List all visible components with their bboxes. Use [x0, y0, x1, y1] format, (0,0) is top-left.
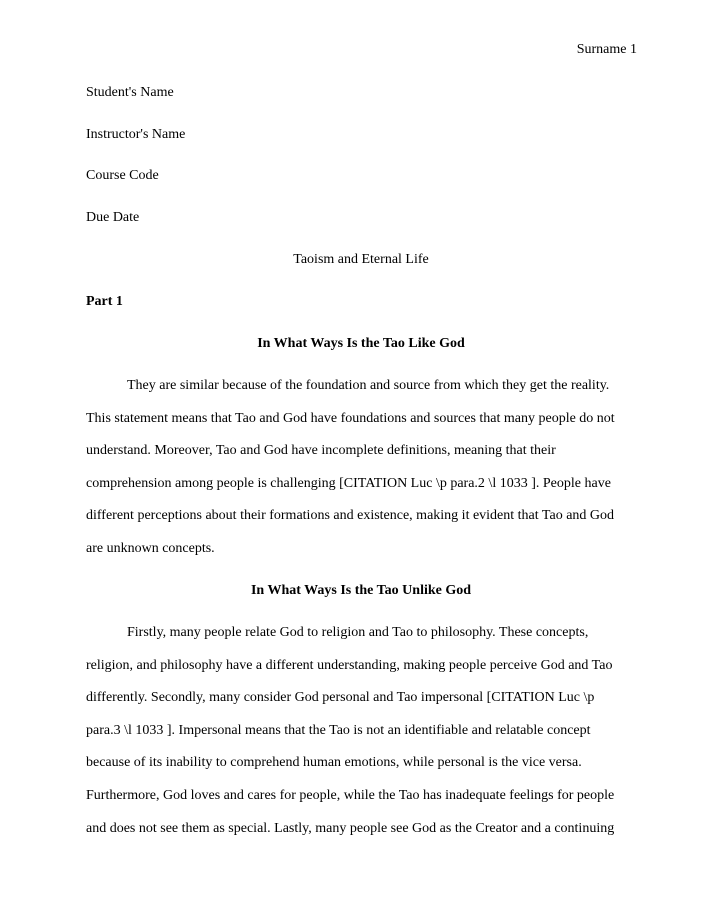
part-label: Part 1 — [86, 294, 123, 309]
section-heading-unlike: In What Ways Is the Tao Unlike God — [250, 583, 472, 598]
paragraph-line: understand. Moreover, Tao and God have incomplete definitions, meaning that their — [86, 443, 556, 459]
paragraph-line: Furthermore, God loves and cares for people, while the Tao has inadequate feelings for people — [86, 787, 615, 803]
paragraph-line: different perceptions about their formations and existence, making it evident that Tao and God — [86, 508, 615, 524]
paragraph-line: They are similar because of the foundation and source from which they get the reality. — [127, 378, 610, 393]
paragraph-unlike — [86, 624, 636, 852]
paragraph-line: comprehension among people is challenging [CITATION Luc \p para.2 \l 1033 ]. People have — [86, 475, 611, 491]
document-title: Taoism and Eternal Life — [293, 252, 429, 267]
paragraph-line: Firstly, many people relate God to religion and Tao to philosophy. These concepts, — [127, 625, 589, 640]
section-heading-like: In What Ways Is the Tao Like God — [257, 336, 465, 351]
student-name: Student's Name — [86, 85, 174, 100]
instructor-name: Instructor's Name — [86, 126, 186, 142]
paragraph-line: differently. Secondly, many consider God personal and Tao impersonal [CITATION Luc \p — [86, 690, 595, 706]
paragraph-line: because of its inability to comprehend human emotions, while personal is the vice versa. — [86, 755, 582, 771]
paragraph-line: are unknown concepts. — [86, 540, 215, 556]
paragraph-line: This statement means that Tao and God have foundations and sources that many people do not — [86, 410, 615, 426]
paragraph-line: and does not see them as special. Lastly, many people see God as the Creator and a continuing — [86, 820, 615, 836]
paragraph-line: para.3 \l 1033 ]. Impersonal means that the Tao is not an identifiable and relatable concept — [86, 722, 591, 738]
running-head: Surname 1 — [576, 42, 637, 57]
paragraph-like — [86, 377, 636, 573]
due-date: Due Date — [86, 209, 140, 225]
course-code: Course Code — [86, 168, 159, 184]
paragraph-line: religion, and philosophy have a different understanding, making people perceive God and Tao — [86, 657, 613, 673]
heading-block — [86, 84, 626, 250]
